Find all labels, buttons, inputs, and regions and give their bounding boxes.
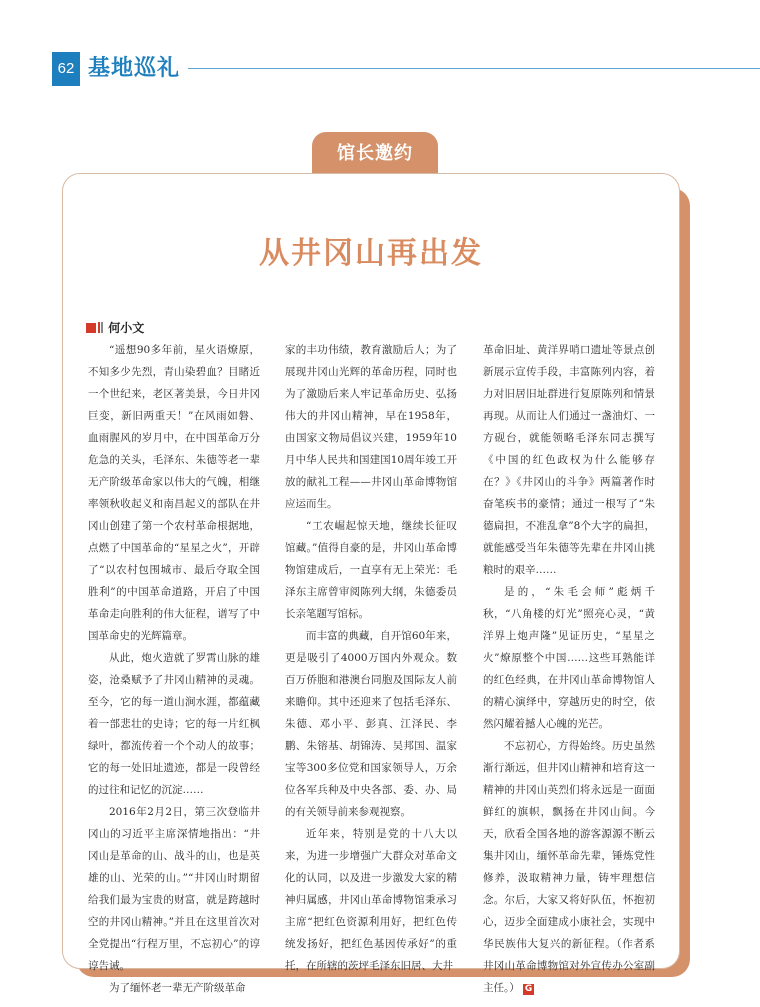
paragraph: “工农崛起惊天地，继续长征叹馆藏。”值得自豪的是，井冈山革命博物馆建成后，一直享有无上荣光：毛泽东主席曾审阅陈列大纲，朱德委员长亲笔题写馆标。 xyxy=(285,520,457,620)
text-column-1 xyxy=(88,339,260,999)
page-number: 62 xyxy=(52,52,80,86)
byline-mark-icon xyxy=(86,323,96,333)
byline-bar-icon xyxy=(98,322,100,333)
end-mark-icon: G xyxy=(524,984,533,994)
column-tab: 馆长邀约 xyxy=(312,132,438,178)
paragraph: 2016年2月2日，第三次登临井冈山的习近平主席深情地指出：“井冈山是革命的山、战斗的山，也是英雄的山、光荣的山。”“井冈山时期留给我们最为宝贵的财富，就是跨越时空的井冈山精神。”并且在这里首次对全党提出“行程万里，不忘初心”的谆谆告诫。 xyxy=(88,806,260,972)
article-title: 从井冈山再出发 xyxy=(259,236,483,271)
paragraph-final xyxy=(483,735,655,999)
header-rule xyxy=(188,68,760,69)
paragraph-text: 不忘初心，方得始终。历史虽然渐行渐远，但井冈山精神和培育这一精神的井冈山英烈们将永远是一面面鲜红的旗帜，飘扬在井冈山间。今天，欣看全国各地的游客源源不断云集井冈山，缅怀革命先辈，锤炼党性修养，汲取精神力量，铸牢理想信念。尔后，大家又将好队伍，怀抱初心，迈步全面建成小康社会，实现中华民族伟大复兴的新征程。 xyxy=(483,740,655,950)
paragraph: 是的，“朱毛会师”彪炳千秋，“八角楼的灯光”照亮心灵，“黄洋界上炮声隆”见证历史，“星星之火”燎原整个中国……这些耳熟能详的红色经典，在井冈山革命博物馆人的精心演绎中，穿越历史的时空，依然闪耀着撼人心魄的光芒。 xyxy=(483,586,655,730)
paragraph: 从此，炮火造就了罗霄山脉的雄姿，沧桑赋予了井冈山精神的灵魂。至今，它的每一道山涧水涯，都蕴藏着一部悲壮的史诗；它的每一片红枫绿叶，都流传着一个个动人的故事；它的每一处旧址遗迹，都是一段曾经的过往和记忆的沉淀…… xyxy=(88,652,260,796)
paragraph: 为了缅怀老一辈无产阶级革命 xyxy=(109,982,246,994)
text-column-2 xyxy=(285,339,457,977)
paragraph: “遥想90多年前，星火语燎原，不知多少先烈，青山染碧血？目睹近一个世纪来，老区著美景，今日井冈巨变，新旧两重天！”在风雨如磐、血雨腥风的岁月中，在中国革命万分危急的关头，毛泽东、朱德等老一辈无产阶级革命家以伟大的气魄，相继率领秋收起义和南昌起义的部队在井冈山创建了第一个农村革命根据地，点燃了中国革命的“星星之火”，开辟了“以农村包围城市、最后夺取全国胜利”的中国革命道路，开启了中国革命走向胜利的伟大征程，谱写了中国革命史的光辉篇章。 xyxy=(88,344,260,642)
paragraph: 近年来，特别是党的十八大以来，为进一步增强广大群众对革命文化的认同，以及进一步激发大家的精神归属感，井冈山革命博物馆秉承习主席“把红色资源利用好，把红色传统发扬好，把红色基因传承好”的重托，在所辖的茨坪毛泽东旧居、大井 xyxy=(285,828,457,972)
byline xyxy=(86,320,144,336)
author-note: （作者系井冈山革命博物馆对外宣传办公室副主任。） xyxy=(483,938,656,994)
author-name: 何小文 xyxy=(108,321,145,335)
paragraph: 革命旧址、黄洋界哨口遗址等景点创新展示宣传手段，丰富陈列内容，着力对旧居旧址群进行复原陈列和情景再现。从而让人们通过一盏油灯、一方砚台，就能领略毛泽东同志撰写《中国的红色政权为什么能够存在？》《井冈山的斗争》两篇著作时奋笔疾书的豪情；通过一根写了“朱德扁担，不准乱拿”8个大字的扁担，就能感受当年朱德等先辈在井冈山挑粮时的艰辛…… xyxy=(483,344,655,576)
paragraph: 而丰富的典藏，自开馆60年来，更是吸引了4000万国内外观众。数百万侨胞和港澳台同胞及国际友人前来瞻仰。其中还迎来了包括毛泽东、朱德、邓小平、彭真、江泽民、李鹏、朱镕基、胡锦涛、吴邦国、温家宝等300多位党和国家领导人，万余位各军兵种及中央各部、委、办、局的有关领导前来参观视察。 xyxy=(285,630,457,818)
section-title: 基地巡礼 xyxy=(88,56,181,81)
paragraph: 家的丰功伟绩，教育激励后人；为了展现井冈山光辉的革命历程，同时也为了激励后来人牢记革命历史、弘扬伟大的井冈山精神，早在1958年，由国家文物局倡议兴建，1959年10月中华人民共和国建国10周年竣工开放的献礼工程——井冈山革命博物馆应运而生。 xyxy=(285,344,457,510)
byline-bar-icon xyxy=(101,322,103,333)
text-column-3 xyxy=(483,339,655,999)
